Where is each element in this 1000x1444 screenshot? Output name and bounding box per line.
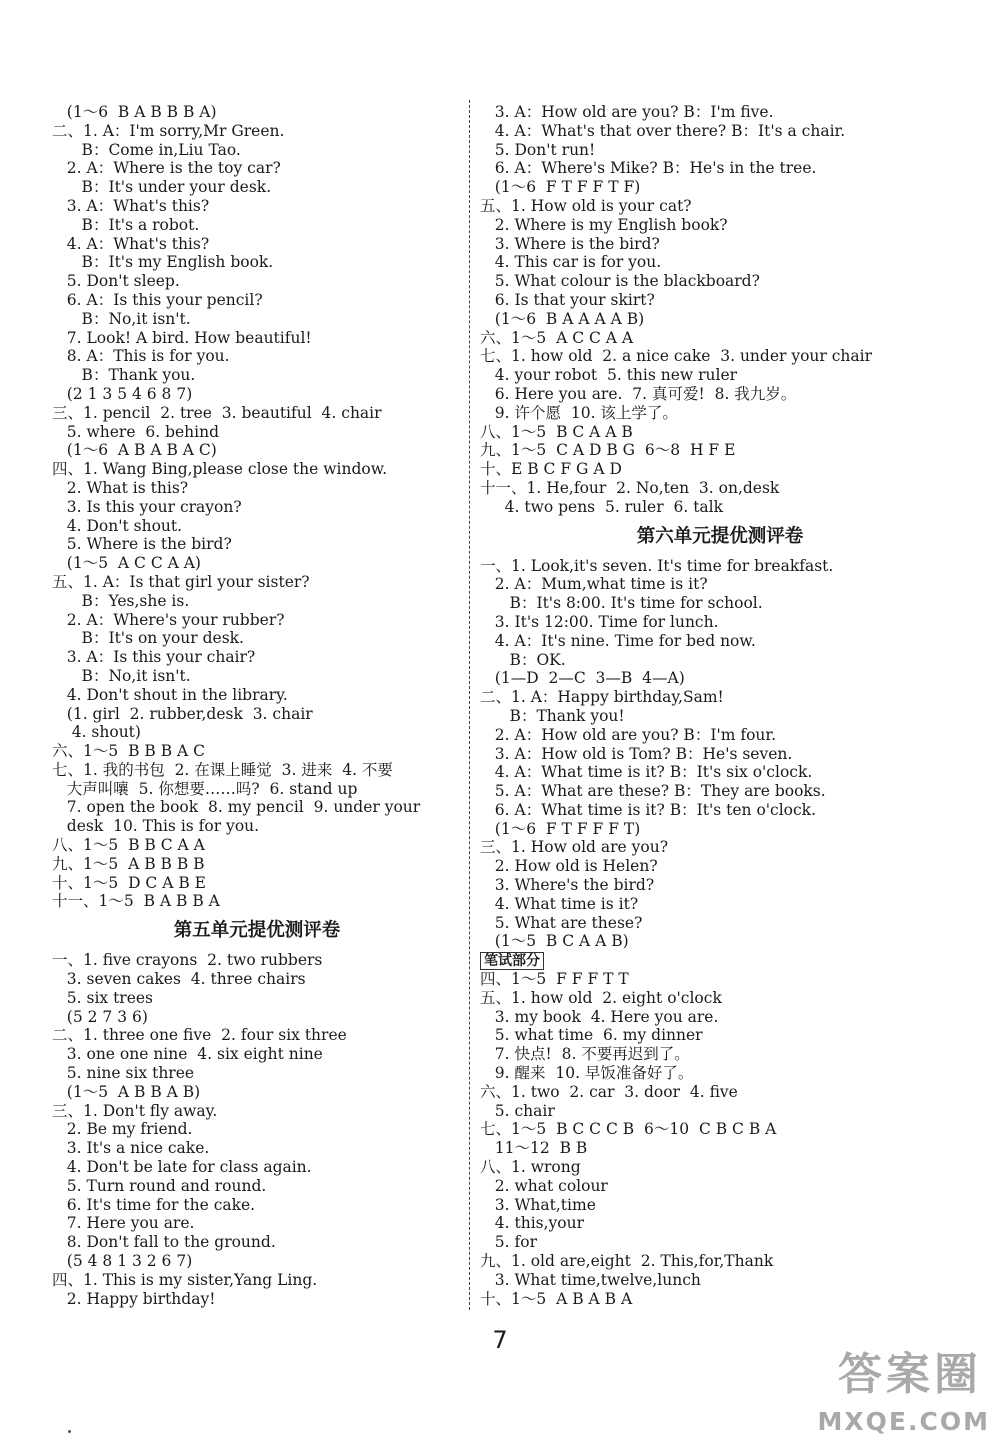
answer-line: (1～5 A B B A B) xyxy=(52,1082,201,1101)
answer-line: 4. this,your xyxy=(480,1214,585,1233)
answer-line: 九、1～5 A B B B B xyxy=(52,854,205,873)
section-label-text: 笔试部分 xyxy=(480,952,544,970)
answer-line: (1～5 A C C A A) xyxy=(52,554,201,573)
answer-line: 十、1～5 A B A B A xyxy=(480,1289,633,1308)
answer-line: 7. open the book 8. my pencil 9. under your xyxy=(52,798,421,817)
answer-line: (1～6 B A B B B A) xyxy=(52,103,217,121)
answer-line: 4. your robot 5. this new ruler xyxy=(480,366,738,385)
answer-line: 4. What time is it? xyxy=(480,894,639,913)
answer-line: B：It's 8:00. It's time for school. xyxy=(480,594,763,613)
answer-line: B：It's on your desk. xyxy=(52,629,244,648)
answer-line: 3. one one nine 4. six eight nine xyxy=(52,1045,323,1064)
answer-line: (1～6 F T F F F T) xyxy=(480,819,641,838)
answer-line: 8. Don't fall to the ground. xyxy=(52,1233,276,1252)
answer-line: 3. It's a nice cake. xyxy=(52,1139,210,1158)
answer-line: 9. 醒来 10. 早饭准备好了。 xyxy=(480,1064,694,1083)
answer-line: 七、1～5 B C C C B 6～10 C B C B A xyxy=(480,1120,777,1139)
right-column xyxy=(480,103,960,1308)
answer-line: 5. Don't run! xyxy=(480,140,596,159)
answer-line: desk 10. This is for you. xyxy=(52,817,260,836)
answer-line: (5 4 8 1 3 2 6 7) xyxy=(52,1252,193,1271)
answer-line: 3. A：What's this? xyxy=(52,196,210,215)
answer-line: 3. Where's the bird? xyxy=(480,876,655,895)
speck xyxy=(68,1430,71,1433)
watermark-site: MXQE.COM xyxy=(817,1407,990,1436)
answer-line: 五、1. A：Is that girl your sister? xyxy=(52,572,310,591)
answer-line: 3. Where is the bird? xyxy=(480,234,660,253)
answer-line: B：Yes,she is. xyxy=(52,591,190,610)
answer-line: 6. A：Is this your pencil? xyxy=(52,290,263,309)
answer-line: 6. It's time for the cake. xyxy=(52,1195,256,1214)
answer-line: B：No,it isn't. xyxy=(52,666,191,685)
answer-line: 5. A：What are these? B：They are books. xyxy=(480,782,826,801)
answer-line: 四、1. This is my sister,Yang Ling. xyxy=(52,1270,318,1289)
answer-line: (1～6 F T F F T F) xyxy=(480,178,641,197)
answer-line: 5. where 6. behind xyxy=(52,422,220,441)
answer-line: B：No,it isn't. xyxy=(52,309,191,328)
answer-line: 3. A：How old is Tom? B：He's seven. xyxy=(480,744,793,763)
answer-line: 2. A：Where is the toy car? xyxy=(52,159,281,178)
answer-line: 3. my book 4. Here you are. xyxy=(480,1007,719,1026)
answer-line: 5. nine six three xyxy=(52,1064,195,1083)
answer-line: 5. six trees xyxy=(52,988,154,1007)
answer-line: 九、1～5 C A D B G 6～8 H F E xyxy=(480,441,736,460)
answer-line: 3. Is this your crayon? xyxy=(52,497,242,516)
answer-line: 4. A：What's that over there? B：It's a chair. xyxy=(480,121,846,140)
answer-line: (5 2 7 3 6) xyxy=(52,1007,148,1026)
answer-line: 三、1. How old are you? xyxy=(480,838,669,857)
answer-line: 4. This car is for you. xyxy=(480,253,662,272)
answer-line: 3. A：How old are you? B：I'm five. xyxy=(480,103,774,121)
answer-line: 2. Happy birthday! xyxy=(52,1289,216,1308)
answer-line: 七、1. 我的书包 2. 在课上睡觉 3. 进来 4. 不要 xyxy=(52,760,393,779)
answer-line: 七、1. how old 2. a nice cake 3. under your chair xyxy=(480,347,873,366)
answer-line: 5. Don't sleep. xyxy=(52,272,180,291)
section-heading: 第五单元提优测评卷 xyxy=(173,920,341,942)
answer-line: 5. What colour is the blackboard? xyxy=(480,272,760,291)
answer-line: 4. shout) xyxy=(52,723,141,742)
answer-line: 十、E B C F G A D xyxy=(480,460,622,479)
answer-line: (1. girl 2. rubber,desk 3. chair xyxy=(52,704,313,723)
answer-line: 五、1. How old is your cat? xyxy=(480,196,692,215)
answer-line: B：It's under your desk. xyxy=(52,178,272,197)
answer-line: 三、1. pencil 2. tree 3. beautiful 4. chair xyxy=(52,403,382,422)
answer-line: B：OK. xyxy=(480,650,566,669)
answer-line: B：Come in,Liu Tao. xyxy=(52,140,241,159)
answer-line: B：Thank you! xyxy=(480,706,625,725)
answer-line: 一、1. Look,it's seven. It's time for breakfast. xyxy=(480,556,834,575)
answer-line: (1～6 A B A B A C) xyxy=(52,441,217,460)
answer-line: 6. Here you are. 7. 真可爱! 8. 我九岁。 xyxy=(480,384,797,403)
answer-line: 9. 许个愿 10. 该上学了。 xyxy=(480,403,678,422)
answer-line: 6. A：Where's Mike? B：He's in the tree. xyxy=(480,159,817,178)
page-number: 7 xyxy=(492,1326,508,1354)
answer-line: 二、1. three one five 2. four six three xyxy=(52,1026,347,1045)
answer-line: 4. Don't be late for class again. xyxy=(52,1158,312,1177)
column-divider xyxy=(469,100,471,1310)
watermark xyxy=(790,1336,990,1436)
answer-line: 六、1. two 2. car 3. door 4. five xyxy=(480,1082,738,1101)
answer-line: 2. A：How old are you? B：I'm four. xyxy=(480,725,777,744)
answer-line: 4. A：What's this? xyxy=(52,234,210,253)
answer-line: 四、1～5 F F F T T xyxy=(480,970,629,989)
left-column xyxy=(52,103,462,1308)
answer-line: 一、1. five crayons 2. two rubbers xyxy=(52,951,323,970)
answer-line: (2 1 3 5 4 6 8 7) xyxy=(52,384,193,403)
answer-line: 4. two pens 5. ruler 6. talk xyxy=(480,497,724,516)
answer-line: 4. Don't shout in the library. xyxy=(52,685,288,704)
answer-line: 7. 快点! 8. 不要再迟到了。 xyxy=(480,1045,690,1064)
answer-line: 九、1. old are,eight 2. This,for,Thank xyxy=(480,1252,774,1271)
answer-line: 3. What time,twelve,lunch xyxy=(480,1270,701,1289)
answer-line: 三、1. Don't fly away. xyxy=(52,1101,218,1120)
answer-line: 四、1. Wang Bing,please close the window. xyxy=(52,460,388,479)
answer-line: 大声叫嚷 5. 你想要……吗? 6. stand up xyxy=(52,779,358,798)
answer-line: 二、1. A：Happy birthday,Sam! xyxy=(480,688,724,707)
answer-line: 3. What,time xyxy=(480,1195,596,1214)
answer-line: 2. A：Mum,what time is it? xyxy=(480,575,708,594)
answer-line: 5. What are these? xyxy=(480,913,643,932)
section-heading: 第六单元提优测评卷 xyxy=(636,525,804,547)
answer-line: 十一、1～5 B A B B A xyxy=(52,892,220,911)
answer-line: B：It's my English book. xyxy=(52,253,274,272)
answer-line: 2. What is this? xyxy=(52,478,189,497)
answer-line: (1～5 B C A A B) xyxy=(480,932,629,951)
answer-line: 八、1. wrong xyxy=(480,1158,581,1177)
section-label xyxy=(480,951,960,970)
answer-line: 11～12 B B xyxy=(480,1139,588,1158)
answer-line: B：Thank you. xyxy=(52,366,196,385)
answer-line: 6. Is that your skirt? xyxy=(480,290,655,309)
answer-line: 六、1～5 B B B A C xyxy=(52,742,206,761)
answer-line: 3. A：Is this your chair? xyxy=(52,648,256,667)
answer-line: 7. Here you are. xyxy=(52,1214,195,1233)
answer-line: B：It's a robot. xyxy=(52,215,200,234)
answer-line: 3. It's 12:00. Time for lunch. xyxy=(480,612,719,631)
answer-line: 八、1～5 B C A A B xyxy=(480,422,633,441)
answer-line: 6. A：What time is it? B：It's ten o'clock. xyxy=(480,800,817,819)
answer-line: 十、1～5 D C A B E xyxy=(52,873,206,892)
answer-line: 五、1. how old 2. eight o'clock xyxy=(480,988,722,1007)
answer-line: (1—D 2—C 3—B 4—A) xyxy=(480,669,685,688)
answer-line: 六、1～5 A C C A A xyxy=(480,328,634,347)
answer-line: 5. Turn round and round. xyxy=(52,1176,267,1195)
answer-line: 2. A：Where's your rubber? xyxy=(52,610,285,629)
answer-line: 8. A：This is for you. xyxy=(52,347,230,366)
answer-line: 2. what colour xyxy=(480,1176,608,1195)
answer-line: 2. Where is my English book? xyxy=(480,215,728,234)
answer-line: 3. seven cakes 4. three chairs xyxy=(52,970,306,989)
answer-line: 5. for xyxy=(480,1233,537,1252)
answer-line: 5. what time 6. my dinner xyxy=(480,1026,703,1045)
answer-line: 八、1～5 B B C A A xyxy=(52,836,205,855)
watermark-logo: 答案圈 xyxy=(838,1349,982,1400)
answer-line: 4. A：It's nine. Time for bed now. xyxy=(480,631,756,650)
answer-line: (1～6 B A A A A B) xyxy=(480,309,645,328)
answer-line: 二、1. A：I'm sorry,Mr Green. xyxy=(52,121,285,140)
answer-line: 4. Don't shout. xyxy=(52,516,183,535)
answer-line: 十一、1. He,four 2. No,ten 3. on,desk xyxy=(480,478,780,497)
answer-line: 2. How old is Helen? xyxy=(480,857,658,876)
answer-line: 4. A：What time is it? B：It's six o'clock. xyxy=(480,763,813,782)
answer-line: 7. Look! A bird. How beautiful! xyxy=(52,328,312,347)
answer-line: 5. Where is the bird? xyxy=(52,535,232,554)
answer-line: 5. chair xyxy=(480,1101,555,1120)
answer-line: 2. Be my friend. xyxy=(52,1120,193,1139)
